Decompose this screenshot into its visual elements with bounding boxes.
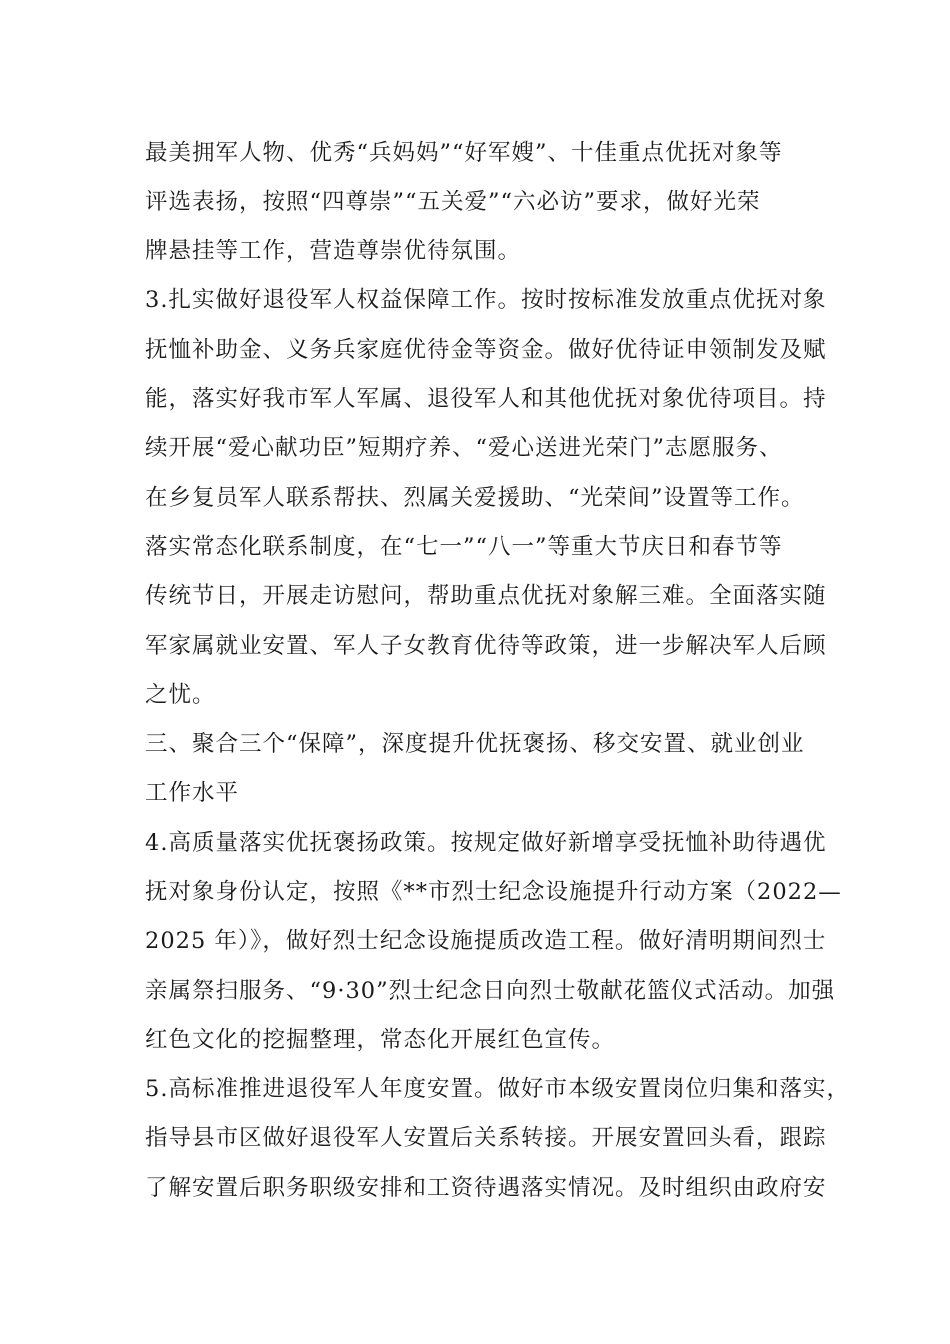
text-line: 军家属就业安置、军人子女教育优待等政策，进一步解决军人后顾 (145, 633, 827, 659)
text-line: 牌悬挂等工作，营造尊崇优待氛围。 (145, 238, 522, 264)
text-line: 红色文化的挖掘整理，常态化开展红色宣传。 (145, 1027, 616, 1053)
text-line: 之忧。 (145, 682, 216, 708)
section-heading-3-cont: 工作水平 (145, 780, 240, 806)
paragraph-4-first-line: 4.高质量落实优抚褒扬政策。按规定做好新增享受抚恤补助待遇优 (145, 830, 827, 856)
text-line: 2025 年）》，做好烈士纪念设施提质改造工程。做好清明期间烈士 (145, 928, 827, 954)
text-line: 最美拥军人物、优秀“兵妈妈”“好军嫂”、十佳重点优抚对象等 (145, 140, 783, 166)
text-line: 抚对象身份认定，按照《**市烈士纪念设施提升行动方案（2022— (145, 879, 842, 905)
text-line: 指导县市区做好退役军人安置后关系转接。开展安置回头看，跟踪 (145, 1125, 827, 1151)
text-line: 续开展“爱心献功臣”短期疗养、“爱心送进光荣门”志愿服务、 (145, 435, 783, 461)
text-line: 亲属祭扫服务、“9·30”烈士纪念日向烈士敬献花篮仪式活动。加强 (145, 978, 836, 1004)
paragraph-5-first-line: 5.高标准推进退役军人年度安置。做好市本级安置岗位归集和落实， (145, 1076, 850, 1102)
paragraph-3-first-line: 3.扎实做好退役军人权益保障工作。按时按标准发放重点优抚对象 (145, 287, 827, 313)
text-line: 评选表扬，按照“四尊崇”“五关爱”“六必访”要求，做好光荣 (145, 189, 761, 215)
text-line: 在乡复员军人联系帮扶、烈属关爱援助、“光荣间”设置等工作。 (145, 485, 805, 511)
text-line: 传统节日，开展走访慰问，帮助重点优抚对象解三难。全面落实随 (145, 583, 827, 609)
text-line: 抚恤补助金、义务兵家庭优待金等资金。做好优待证申领制发及赋 (145, 337, 827, 363)
text-line: 了解安置后职务职级安排和工资待遇落实情况。及时组织由政府安 (145, 1175, 827, 1201)
section-heading-3: 三、聚合三个“保障”，深度提升优抚褒扬、移交安置、就业创业 (145, 731, 805, 757)
text-line: 能，落实好我市军人军属、退役军人和其他优抚对象优待项目。持 (145, 386, 827, 412)
text-line: 落实常态化联系制度，在“七一”“八一”等重大节庆日和春节等 (145, 534, 783, 560)
